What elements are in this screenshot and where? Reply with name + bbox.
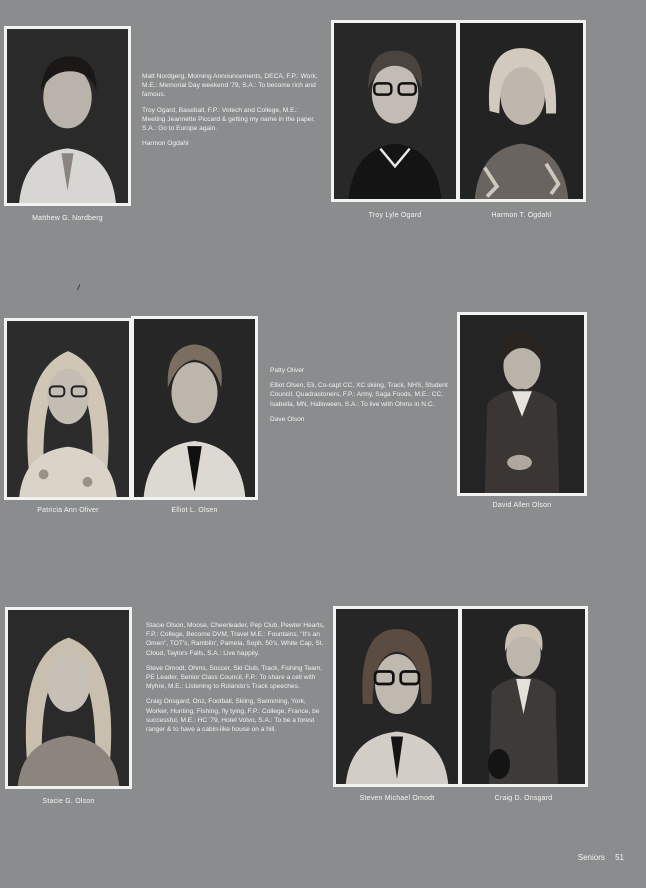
portrait-photo-nordberg bbox=[4, 26, 131, 206]
portrait-photo-ogard bbox=[331, 20, 459, 202]
portrait-photo-omodt bbox=[333, 606, 461, 787]
bio-nordberg: Matt Nordgerg, Morning Announcements, DECA, F.P.: Work, M.E.: Memorial Day weekend '79, S.A.: To become rich and famous. bbox=[142, 73, 318, 99]
bio-block-2 bbox=[270, 366, 452, 430]
section-title: Seniors bbox=[577, 853, 605, 862]
portrait-photo-onsgard bbox=[459, 606, 588, 787]
bio-oliver: Patty Oliver bbox=[270, 367, 305, 374]
bio-ogdahl: Harmon Ogdahl bbox=[142, 140, 189, 148]
bio-stacie-olson: Stacie Olson, Moose, Cheerleader, Pep Club, Pewter Hearts, F.P.: College, Become DVM, Travel M.E.: Fountains, "It's an Omen", TOT's, Ramblin', Pamela, Soph. 50's, White Cap, St. Cloud, Taylors Falls, S.A.: Live happily. bbox=[146, 622, 325, 657]
bio-onsgard: Craig Onsgard, Onz, Football, Skiing, Swimming, York, Worker, Hunting, Fishing, fly tying, F.P.: College, France, be successful, M.E.: HC '79, Hotel Volvo, S.A.: To be a forest ranger & to have a cabin-like house on a hill. bbox=[146, 698, 320, 734]
page-footer bbox=[570, 853, 624, 862]
student-name-david-olson: David Allen Olson bbox=[492, 502, 552, 509]
portrait-photo-david-olson bbox=[457, 312, 587, 496]
portrait-photo-stacie-olson bbox=[5, 607, 132, 789]
student-name-nordberg: Matthew G. Nordberg bbox=[32, 215, 103, 222]
portrait-photo-ogdahl bbox=[457, 20, 586, 202]
student-name-onsgard: Craig D. Onsgard bbox=[494, 795, 553, 802]
page-number: 51 bbox=[615, 853, 624, 862]
student-name-omodt: Steven Michael Omodt bbox=[359, 795, 435, 802]
bio-olsen: Elliot Olsen, Eli, Co-capt CC, XC skiing, Track, NHS, Student Council, Quadrastoners, F.P.: Army, Saga Foods, M.E.: CC, Isabella, MN, Halloween, S.A.: To live with Ohms in N.C. bbox=[270, 382, 448, 408]
student-name-olsen: Elliot L. Olsen bbox=[171, 507, 218, 514]
student-name-stacie-olson: Stacie G. Olson bbox=[42, 798, 95, 805]
bio-dave-olson: Dave Olson bbox=[270, 415, 305, 423]
student-name-ogdahl: Harmon T. Ogdahl bbox=[491, 212, 552, 219]
stray-pencil-mark bbox=[77, 284, 84, 292]
portrait-photo-oliver bbox=[4, 318, 132, 500]
bio-ogard: Troy Ogard, Baseball, F.P.: Votech and College, M.E.: Meeting Jeannette Piccard & getting my name in the paper, S.A.: Go to Europe again. bbox=[142, 106, 316, 133]
student-name-ogard: Troy Lyle Ogard bbox=[368, 212, 422, 219]
portrait-photo-olsen bbox=[131, 316, 258, 500]
bio-block-1 bbox=[142, 72, 322, 154]
bio-block-3 bbox=[146, 621, 326, 740]
bio-omodt: Steve Omodt, Ohms, Soccer, Ski Club, Track, Fishing Team, PE Leader, Senior Class Council, F.P.: To share a cell with Myhre, M.E.: Listening to Rolando's Track speeches. bbox=[146, 664, 323, 691]
student-name-oliver: Patricia Ann Oliver bbox=[37, 507, 99, 514]
